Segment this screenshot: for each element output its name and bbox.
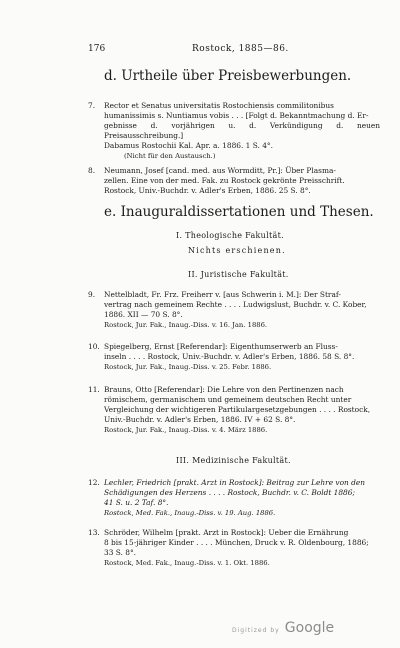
entry-note: (Nicht für den Austausch.) [124,152,216,161]
entry-imprint: Rostock, Jur. Fak., Inaug.-Diss. v. 4. März 1886. [104,426,268,435]
entry-line: Univ.-Buchdr. v. Adler's Erben, 1886. IV + 62 S. 8°. [104,415,296,425]
entry-line: Brauns, Otto [Referendar]: Die Lehre von den Pertinenzen nach [104,385,344,394]
entry-13 [88,528,380,568]
entry-line: 41 S. u. 2 Taf. 8°. [104,498,169,508]
entry-imprint: Rostock, Med. Fak., Inaug.-Diss. v. 19. Aug. 1886. [104,509,276,518]
entry-7 [88,101,380,162]
entry-text [104,166,380,196]
entry-number: 11. [88,385,100,394]
running-title: Rostock, 1885—86. [192,44,289,54]
entry-number: 8. [88,166,96,175]
entry-line: Schädigungen des Herzens . . . . Rostock, Buchdr. v. C. Boldt 1886; [104,488,355,498]
entry-text [104,101,380,151]
entry-8 [88,166,380,196]
entry-imprint: Rostock, Jur. Fak., Inaug.-Diss. v. 16. Jan. 1886. [104,321,268,330]
faculty-heading-theology: I. Theologische Fakultät. [176,231,284,240]
entry-number: 9. [88,290,96,299]
entry-line: Schröder, Wilhelm [prakt. Arzt in Rostock]: Ueber die Ernährung [104,528,349,537]
entry-text [104,478,380,508]
entry-12 [88,478,380,518]
entry-line: zellen. Eine von der med. Fak. zu Rostock gekrönte Preisschrift. [104,176,345,186]
section-heading-d: d. Urtheile über Preisbewerbungen. [104,68,352,84]
entry-line: humanissimis s. Nuntiamus vobis . . . [Folgt d. Bekanntmachung d. Er- [104,111,369,121]
entry-text [104,290,380,320]
entry-line: inseln . . . . Rostock, Univ.-Buchdr. v. Adler's Erben, 1886. 58 S. 8°. [104,352,355,362]
faculty-heading-law: II. Juristische Fakultät. [188,270,289,279]
entry-line: 33 S. 8°. [104,548,136,558]
entry-imprint: Rostock, Med. Fak., Inaug.-Diss. v. 1. Okt. 1886. [104,559,270,568]
entry-imprint: Rostock, Jur. Fak., Inaug.-Diss. v. 25. Febr. 1886. [104,363,272,372]
entry-line: römischem, germanischem und gemeinem deutschen Recht unter [104,395,352,405]
page-number: 176 [88,44,106,54]
entry-line: Lechler, Friedrich [prakt. Arzt in Rostock]: Beitrag zur Lehre von den [104,478,366,487]
entry-number: 10. [88,342,100,351]
entry-line: gebnisse d. vorjährigen u. d. Verkündigung d. neuen Preisausschreibung.] [104,121,380,141]
entry-number: 7. [88,101,96,110]
entry-line: Spiegelberg, Ernst [Referendar]: Eigenthumserwerb an Fluss- [104,342,338,351]
google-logo: Google [284,620,335,636]
entry-line: 8 bis 15-jähriger Kinder . . . . München, Druck v. R. Oldenbourg, 1886; [104,538,369,548]
watermark-small-text: Digitized by [232,627,280,634]
entry-text [104,342,380,362]
entry-line: vertrag nach gemeinem Rechte . . . . Ludwigslust, Buchdr. v. C. Kober, [104,300,367,310]
entry-text [104,385,380,425]
entry-line: Vergleichung der wichtigeren Partikulargesetzgebungen . . . . Rostock, [104,405,371,415]
entry-line: Dabamus Rostochii Kal. Apr. a. 1886. 1 S. 4°. [104,141,273,151]
entry-line: Rector et Senatus universitatis Rostochiensis commilitonibus [104,101,334,110]
entry-line: Rostock, Univ.-Buchdr. v. Adler's Erben, 1886. 25 S. 8°. [104,186,311,196]
digitized-watermark [232,617,334,636]
entry-line: 1886. XII — 70 S. 8°. [104,310,183,320]
entry-number: 13. [88,528,100,537]
faculty-heading-medicine: III. Medizinische Fakultät. [176,456,291,465]
entry-line: Neumann, Josef [cand. med. aus Wormditt, Pr.]: Über Plasma- [104,166,336,175]
entry-11 [88,385,380,435]
entry-line: Nettelbladt, Fr. Frz. Freiherr v. [aus Schwerin i. M.]: Der Straf- [104,290,341,299]
section-heading-e: e. Inauguraldissertationen und Thesen. [104,204,374,220]
entry-9 [88,290,380,330]
entry-number: 12. [88,478,100,487]
entry-10 [88,342,380,372]
faculty-note: Nichts erschienen. [188,246,286,255]
entry-text [104,528,380,558]
